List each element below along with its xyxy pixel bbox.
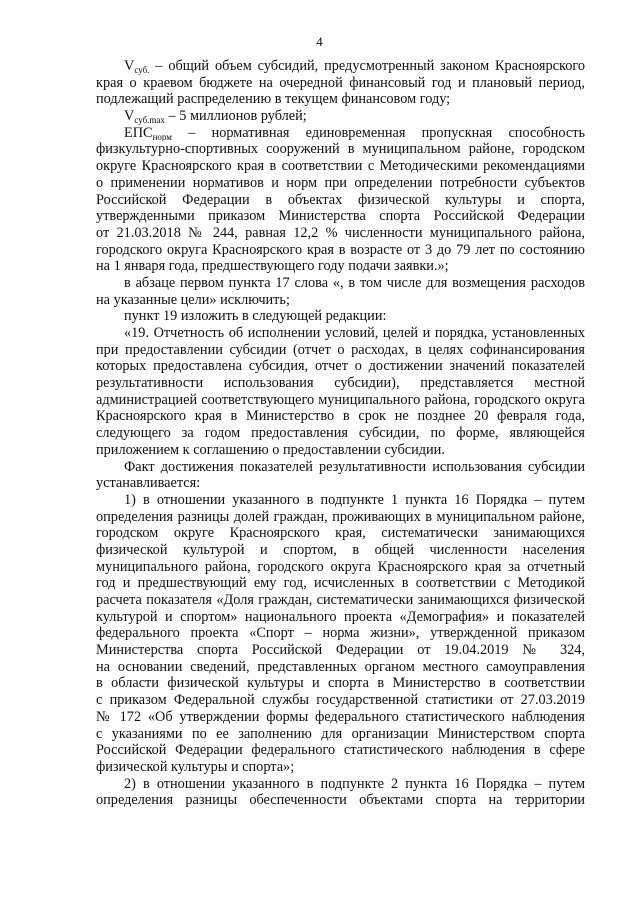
text-line: 1) в отношении указанного в подпункте 1 пункта 16 Порядка – путем	[124, 491, 585, 508]
text-line: приложением к соглашению о предоставлении субсидии.	[96, 441, 445, 458]
text-line: на основании сведений, представленных органом местного самоуправления	[96, 658, 585, 675]
text-line: округе Красноярского края в соответствии с Методическими рекомендациями	[96, 158, 585, 175]
text-line: на 1 января года, предшествующего году подачи заявки.»;	[96, 258, 449, 275]
vmax-text: – 5 миллионов рублей;	[164, 108, 307, 125]
vsub-symbol: V	[124, 58, 135, 74]
text-line: Российской Федерации в объектах физической культуры и спорта,	[96, 191, 585, 208]
text-line: «19. Отчетность об исполнении условий, целей и порядка, установленных	[124, 325, 585, 341]
text-line: определения разницы обеспеченности объектами спорта на территории	[96, 792, 585, 809]
text-line: устанавливается:	[96, 475, 201, 492]
text-line: в области физической культуры и спорта в Министерство в соответствии	[96, 675, 585, 692]
text-line: с указаниями по ее заполнению для организации Министерством спорта	[96, 725, 585, 742]
text-line: которых предоставлена субсидия, отчет о достижении значений показателей	[96, 358, 585, 375]
text-line: определения разницы долей граждан, проживающих в муниципальном районе,	[96, 508, 585, 525]
text-line: физкультурно-спортивных сооружений в муниципальном районе, городском	[96, 141, 585, 158]
text-line: результативности использования субсидии), представляется местной	[96, 375, 585, 392]
text-line: Министерства спорта Российской Федерации от 19.04.2019 № 324,	[96, 642, 585, 659]
page-number: 4	[316, 34, 323, 49]
text-line: Российской Федерации федерального статистического наблюдения в сфере	[96, 742, 585, 759]
text-line: Факт достижения показателей результативности использования субсидии	[124, 458, 585, 475]
text-line: муниципального района, городского округа Красноярского края за отчетный	[96, 558, 585, 575]
eps-subscript: норм	[152, 131, 172, 142]
text-line: Красноярского края в Министерство в срок не позднее 20 февраля года,	[96, 408, 585, 425]
vsub-subscript: суб.	[134, 65, 150, 75]
text-line: городском округе Красноярского края, систематически занимающихся	[96, 525, 585, 542]
text-line: пункт 19 изложить в следующей редакции:	[124, 308, 387, 325]
text-line: 2) в отношении указанного в подпункте 2 пункта 16 Порядка – путем	[124, 775, 585, 792]
text-line: администрацией соответствующего муниципального района, городского округа	[96, 391, 585, 408]
text-line: от 21.03.2018 № 244, равная 12,2 % численности муниципального района,	[96, 224, 585, 241]
text-line: края о краевом бюджете на очередной финансовый год и плановый период,	[96, 74, 585, 91]
text-line: № 172 «Об утверждении формы федерального статистического наблюдения	[96, 708, 585, 725]
text-line: с приказом Федеральной службы государственной статистики от 27.03.2019	[96, 692, 585, 709]
text-line: подлежащий распределению в текущем финансовом году;	[96, 91, 451, 108]
text-line: утвержденными приказом Министерства спорта Российской Федерации	[96, 208, 585, 225]
text-line: расчета показателя «Доля граждан, систематически занимающихся физической	[96, 592, 585, 608]
text-line: культурой и спортом» национального проекта «Демография» и показателей	[96, 608, 585, 625]
eps-text: – нормативная единовременная пропускная способность	[172, 124, 585, 141]
vsub-text: – общий объем субсидий, предусмотренный законом Красноярского	[149, 58, 585, 74]
text-line: физической культурой и спортом, в общей численности населения	[96, 541, 585, 558]
text-line: в абзаце первом пункта 17 слова «, в том числе для возмещения расходов	[124, 274, 585, 291]
document-body	[96, 58, 585, 809]
text-line: при предоставлении субсидии (отчет о расходах, в целях софинансирования	[96, 341, 585, 358]
text-line: физической культуры и спорта»;	[96, 758, 295, 775]
eps-line	[96, 125, 585, 142]
text-line: городского округа Красноярского края в возрасте от 3 до 79 лет по состоянию	[96, 241, 585, 258]
text-line: следующего за годом предоставления субсидии, по форме, являющейся	[96, 425, 585, 442]
vmax-symbol: V	[124, 108, 135, 125]
text-line: на указанные цели» исключить;	[96, 291, 290, 308]
text-line: год и предшествующий ему год, исчисленных в соответствии с Методикой	[96, 575, 585, 592]
vsub-line	[96, 58, 585, 75]
eps-symbol: ЕПС	[124, 124, 153, 141]
vmax-subscript: суб.max	[134, 115, 165, 125]
text-line: о применении нормативов и норм при определении потребности субъектов	[96, 174, 585, 191]
text-line: федерального проекта «Спорт – норма жизни», утвержденной приказом	[96, 625, 585, 642]
vmax-line	[96, 108, 585, 125]
